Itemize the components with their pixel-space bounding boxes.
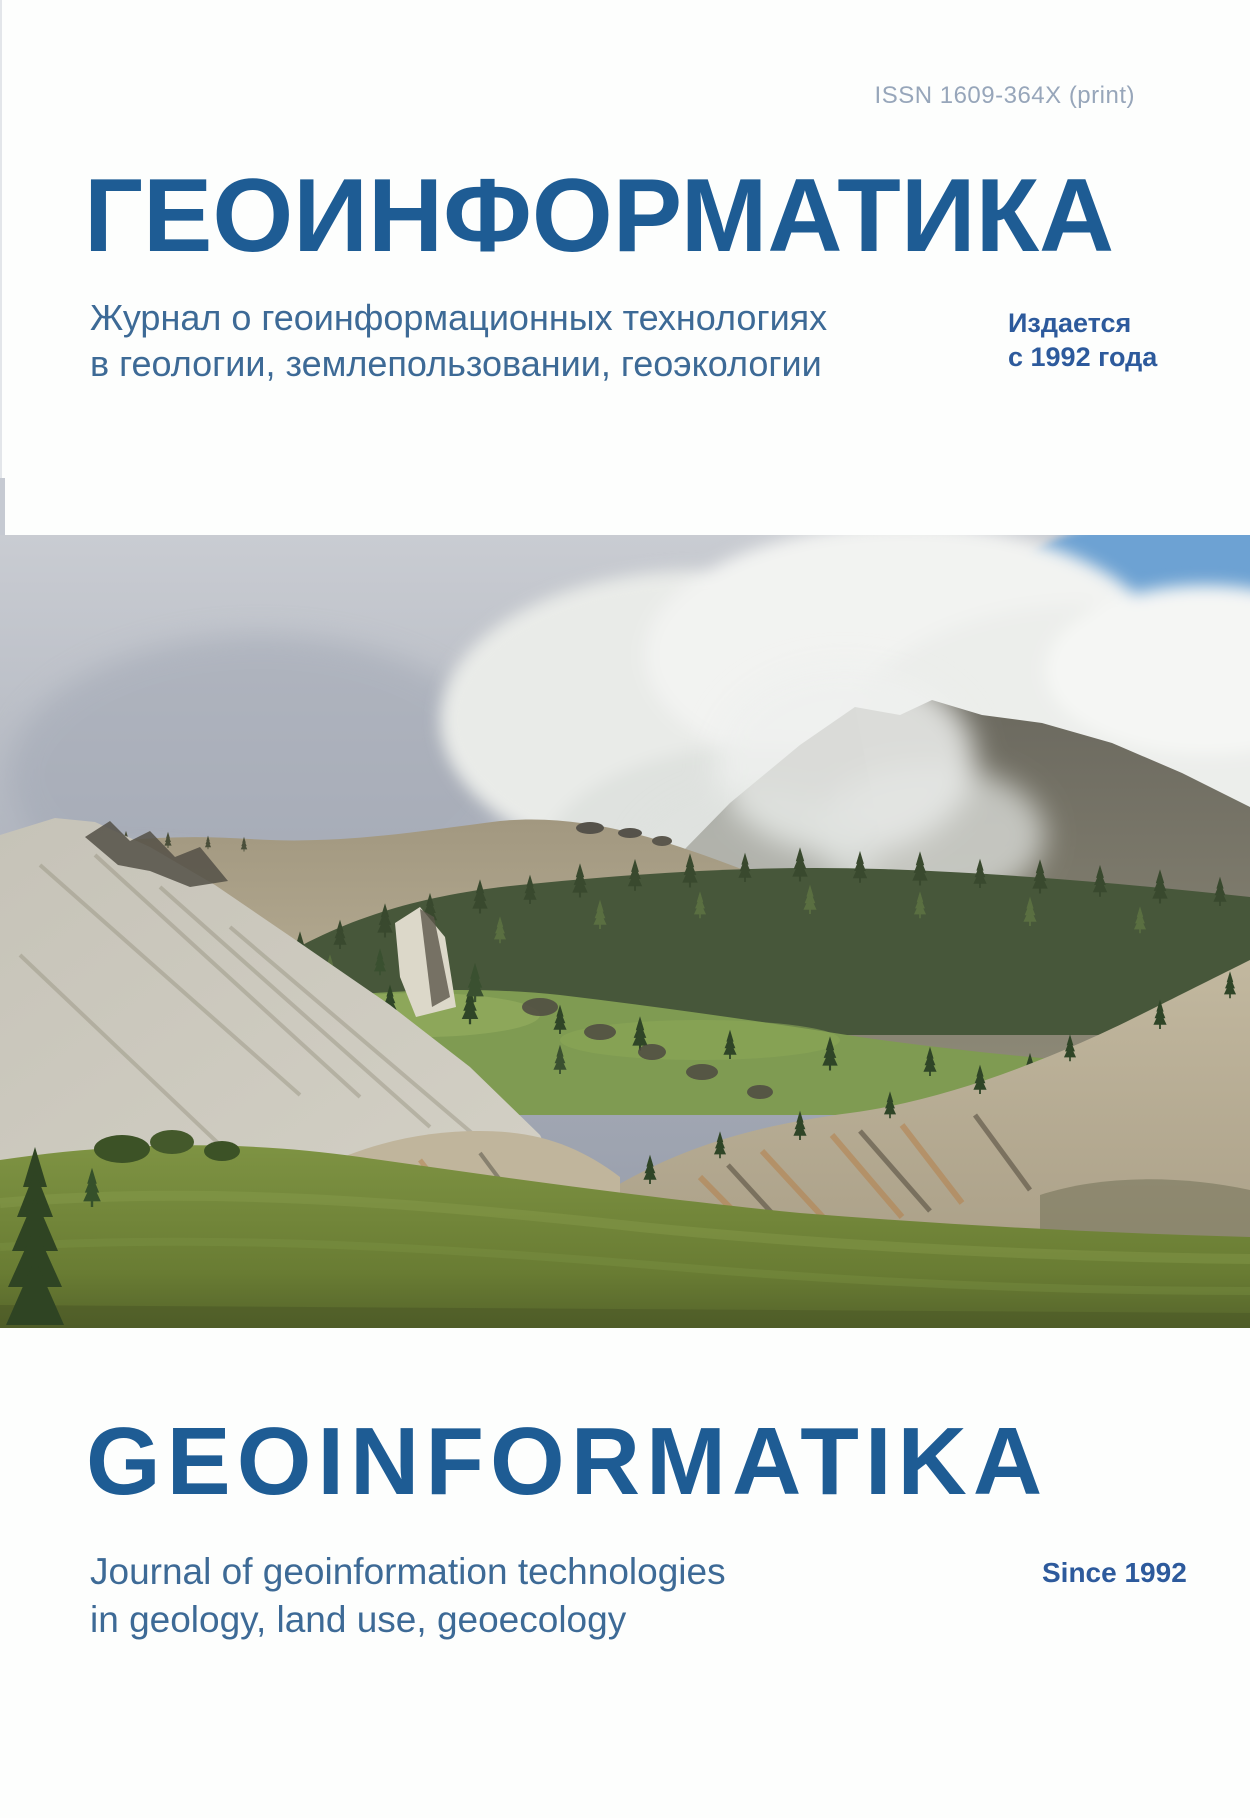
- publication-since-ru: [1008, 306, 1157, 374]
- publication-since-en: Since 1992: [1042, 1557, 1187, 1588]
- scan-edge-line: [0, 0, 2, 535]
- journal-subtitle-en-line1: Journal of geoinformation technologies: [90, 1551, 726, 1592]
- journal-title-ru: ГЕОИНФОРМАТИКА: [84, 158, 1115, 274]
- journal-subtitle-ru-line2: в геологии, землепользовании, геоэкологии: [90, 343, 822, 384]
- journal-subtitle-ru-line1: Журнал о геоинформационных технологиях: [90, 297, 828, 338]
- scan-edge-notch: [0, 478, 5, 535]
- journal-subtitle-en: [90, 1548, 726, 1644]
- journal-subtitle-en-line2: in geology, land use, geoecology: [90, 1599, 627, 1640]
- publication-since-ru-line1: Издается: [1008, 308, 1132, 338]
- publication-since-ru-line2: с 1992 года: [1008, 342, 1158, 372]
- issn-text: ISSN 1609-364X (print): [874, 82, 1135, 109]
- journal-title-en: GEOINFORMATIKA: [86, 1408, 1049, 1515]
- cover-photo: [0, 535, 1250, 1328]
- journal-subtitle-ru: [90, 295, 827, 387]
